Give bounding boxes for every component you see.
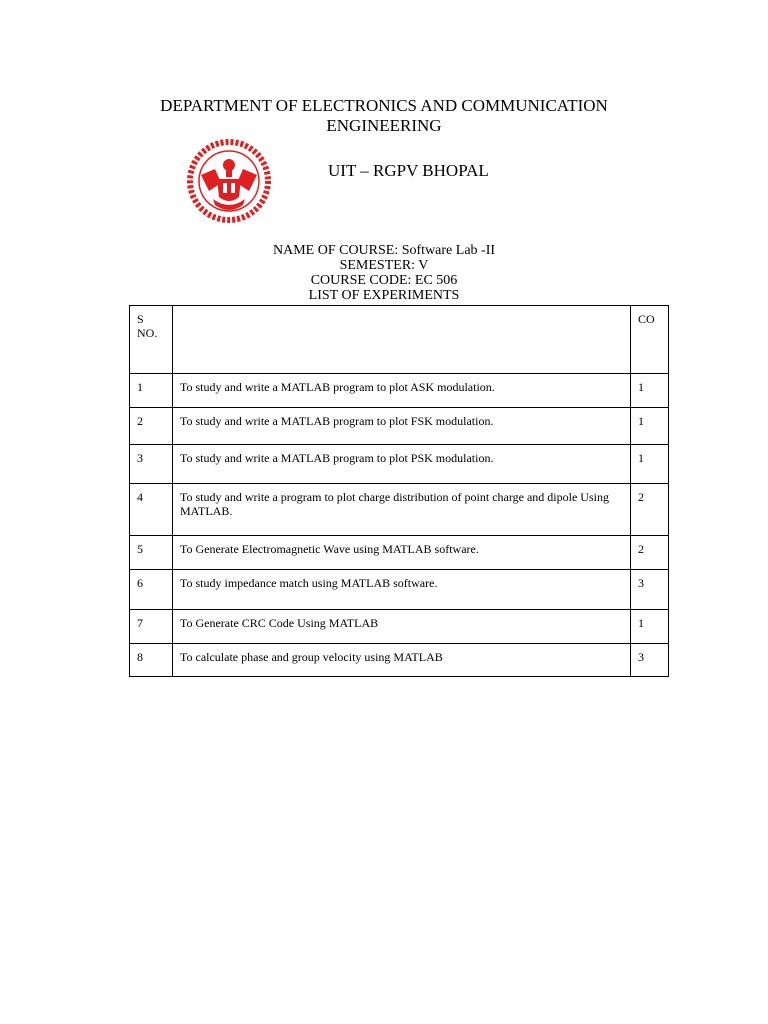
row-co: 2 xyxy=(631,536,669,570)
row-sno: 1 xyxy=(130,374,173,408)
semester: SEMESTER: V xyxy=(339,258,429,273)
table-row xyxy=(130,644,669,677)
row-experiment: To study and write a MATLAB program to plot PSK modulation. xyxy=(173,445,631,484)
department-title xyxy=(0,96,768,136)
row-experiment: To Generate Electromagnetic Wave using MATLAB software. xyxy=(173,536,631,570)
row-sno: 7 xyxy=(130,610,173,644)
row-experiment: To study impedance match using MATLAB software. xyxy=(173,570,631,610)
header-sno xyxy=(130,306,173,374)
row-experiment: To study and write a program to plot charge distribution of point charge and dipole Using MATLAB. xyxy=(173,484,631,536)
table-row xyxy=(130,610,669,644)
university-name: UIT – RGPV BHOPAL xyxy=(328,161,489,180)
table-row xyxy=(130,536,669,570)
header-sno-line2: NO. xyxy=(137,326,158,340)
row-sno: 4 xyxy=(130,484,173,536)
university-logo xyxy=(187,139,271,223)
header-co: CO xyxy=(631,306,669,374)
header-sno-line1: S xyxy=(137,312,144,326)
table-row xyxy=(130,484,669,536)
row-sno: 2 xyxy=(130,408,173,445)
row-co: 1 xyxy=(631,374,669,408)
department-title-line1: DEPARTMENT OF ELECTRONICS AND COMMUNICATION xyxy=(160,96,608,115)
row-sno: 6 xyxy=(130,570,173,610)
course-code: COURSE CODE: EC 506 xyxy=(310,273,458,288)
row-experiment: To calculate phase and group velocity using MATLAB xyxy=(173,644,631,677)
experiments-table xyxy=(129,305,669,677)
row-co: 1 xyxy=(631,610,669,644)
table-row xyxy=(130,408,669,445)
table-row xyxy=(130,445,669,484)
row-sno: 5 xyxy=(130,536,173,570)
row-experiment: To study and write a MATLAB program to plot ASK modulation. xyxy=(173,374,631,408)
table-header-row xyxy=(130,306,669,374)
list-title: LIST OF EXPERIMENTS xyxy=(308,288,460,303)
table-row xyxy=(130,374,669,408)
row-experiment: To Generate CRC Code Using MATLAB xyxy=(173,610,631,644)
row-co: 3 xyxy=(631,570,669,610)
row-co: 2 xyxy=(631,484,669,536)
row-co: 1 xyxy=(631,408,669,445)
row-experiment: To study and write a MATLAB program to plot FSK modulation. xyxy=(173,408,631,445)
course-name: NAME OF COURSE: Software Lab -II xyxy=(272,243,496,258)
row-sno: 8 xyxy=(130,644,173,677)
row-co: 3 xyxy=(631,644,669,677)
course-info xyxy=(0,243,768,303)
row-co: 1 xyxy=(631,445,669,484)
row-sno: 3 xyxy=(130,445,173,484)
header-experiment xyxy=(173,306,631,374)
table-row xyxy=(130,570,669,610)
department-title-line2: ENGINEERING xyxy=(326,116,442,135)
